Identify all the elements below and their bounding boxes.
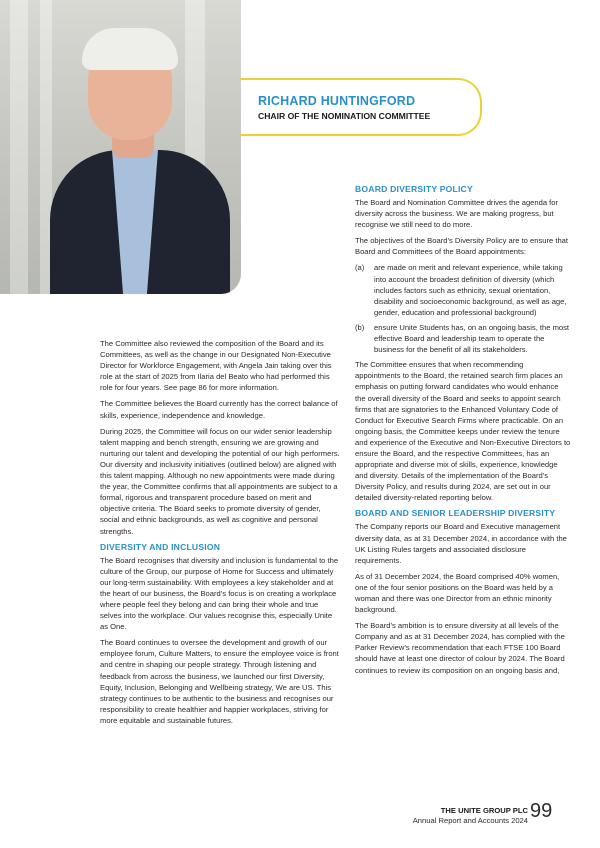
section-heading-board-leadership-diversity: BOARD AND SENIOR LEADERSHIP DIVERSITY (355, 508, 556, 519)
paragraph: The Committee also reviewed the composition of the Board and its Committees, as well as the change in our Designated Non-Executive Director for Workforce Engagement, with Angela Jain taking over this role at the start of 2025 from Ilaria del Beato who had performed this role for four years. See page 86 for more information. (100, 339, 332, 393)
paragraph: As of 31 December 2024, the Board comprised 40% women, one of the four senior positions on the Board was held by a woman and there was one Director from an ethnic minority background. (355, 571, 560, 615)
page-footer (413, 806, 528, 826)
paragraph: The Board and Nomination Committee drives the agenda for diversity across the business. We are making progress, but recognise we still need to do more. (355, 198, 559, 230)
chair-portrait-photo (0, 0, 241, 294)
paragraph: The Committee believes the Board currently has the correct balance of skills, experience, independence and knowledge. (100, 399, 338, 420)
chair-role: CHAIR OF THE NOMINATION COMMITTEE (258, 111, 431, 121)
chair-name: RICHARD HUNTINGFORD (258, 94, 416, 108)
section-heading-board-diversity-policy: BOARD DIVERSITY POLICY (355, 184, 473, 194)
window-pane (10, 0, 28, 294)
footer-report-title: Annual Report and Accounts 2024 (412, 816, 528, 825)
left-column (100, 338, 340, 731)
list-item (355, 322, 571, 355)
paragraph: The Committee ensures that when recommending appointments to the Board, the retained search firm places an emphasis on putting forward candidates who would enhance the overall diversity of the Board and seeks to appoint search firms that are signatories to the Enhanced Voluntary Code of Conduct for Executive Search Firms where practicable. On an ongoing basis, the Committee keeps under review the tenure and experience of the Executive and Non-Executive Directors to ensure the Board, and the respective Committees, has an appropriate and diverse mix of skills, experience, knowledge and diversity. Details of the implementation of the Board’s Diversity Policy, and results during 2024, are set out in our detailed diversity-related reporting below. (355, 360, 571, 503)
list-marker: (b) (355, 322, 365, 332)
list-marker: (a) (355, 263, 365, 273)
paragraph: The Board’s ambition is to ensure diversity at all levels of the Company and as at 31 December 2024, has complied with the Parker Review’s recommendation that each FTSE 100 Board should have at least one director of colour by 2024. The Board continues to review its composition on an ongoing basis and, (355, 621, 565, 675)
paragraph: The Company reports our Board and Executive management diversity data, as at 31 December 2024, in accordance with the UK Listing Rules targets and associated disclosure requirements. (355, 522, 567, 565)
paragraph: During 2025, the Committee will focus on our wider senior leadership talent mapping and bench strength, ensuring we are growing and nurturing our talent and developing the potential of our high performers. Our diversity and inclusivity initiatives (outlined below) are aligned with this talent mapping. Although no new appointments were made during the year, the Committee confirms that all appointments are subject to a formal, rigorous and transparent procedure based on merit and objective criteria. The Board seeks to promote diversity of gender, social and ethnic backgrounds, as well as cognitive and personal strengths. (100, 426, 340, 536)
page-number: 99 (530, 800, 553, 822)
list-item (355, 262, 571, 317)
list-text: ensure Unite Students has, on an ongoing basis, the most effective Board and leadership team to operate the business for the benefit of all its stakeholders. (374, 322, 570, 355)
footer-company: THE UNITE GROUP PLC (440, 806, 528, 815)
paragraph: The objectives of the Board’s Diversity Policy are to ensure that Board and Committees of the Board appointments: (355, 236, 569, 257)
section-heading-diversity-inclusion: DIVERSITY AND INCLUSION (100, 541, 221, 552)
portrait-hair (82, 28, 178, 70)
paragraph: The Board recognises that diversity and inclusion is fundamental to the culture of the Group, our purpose of Home for Success and ultimately our long-term sustainability. With employees a key stakeholder and at the heart of our business, the Board’s focus is on creating a workplace where people feel they belong and can bring their whole and true selves into the workplace. Our values recognise this, especially Unite as One. (100, 555, 339, 632)
right-column (355, 184, 571, 681)
paragraph: The Board continues to oversee the development and growth of our employee forum, Culture Matters, to ensure the employee voice is front and centre in shaping our people strategy. Through listening and feedback from across the business, we launched our first Diversity, Equity, Inclusion, Belonging and Wellbeing strategy, We are US. This strategy continues to be authentic to the business and recognises our responsibility to create healthier and happier workplaces, striving for more equitable and sustainable futures. (100, 638, 339, 725)
list-text: are made on merit and relevant experience, while taking into account the broadest definition of diversity (which includes factors such as ethnicity, sexual orientation, disability and socioeconomic background, as well as age, gender, education and professional background) (374, 263, 567, 317)
